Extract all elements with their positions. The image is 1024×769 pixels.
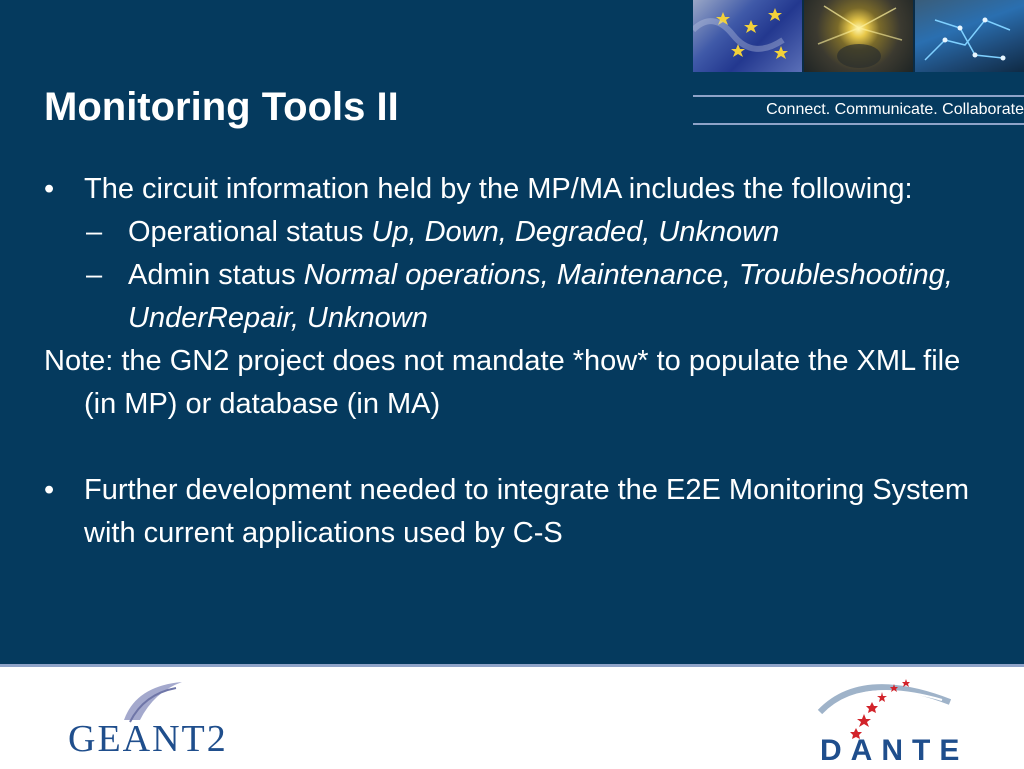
note-text: Note: the GN2 project does not mandate *how* to populate the XML file (in MP) or database (in MA) xyxy=(44,345,961,420)
dante-logo-text: DANTE xyxy=(820,734,969,764)
geant2-logo-text: GEANT2 xyxy=(68,718,228,760)
light-bulb-photo xyxy=(804,0,913,72)
dante-logo xyxy=(812,670,972,764)
bullet-text: Further development needed to integrate the E2E Monitoring System with current applications used by C-S xyxy=(84,474,970,549)
bullet-item xyxy=(44,469,984,555)
eu-flag-photo xyxy=(693,0,802,72)
slide-title: Monitoring Tools II xyxy=(44,85,399,129)
footer-divider xyxy=(0,664,1024,667)
bullet-marker: • xyxy=(44,173,55,205)
geant2-logo xyxy=(66,678,256,760)
sub-bullet-value: Normal operations, Maintenance, Troubleshooting, UnderRepair, Unknown xyxy=(128,259,953,334)
slide-body xyxy=(44,168,984,555)
bullet-marker: • xyxy=(44,474,55,506)
sub-bullet-item xyxy=(44,254,984,340)
sub-bullet-label: Admin status xyxy=(128,259,304,291)
sub-bullet-label: Operational status xyxy=(128,216,372,248)
bullet-item xyxy=(44,168,984,211)
bullet-text: The circuit information held by the MP/MA includes the following: xyxy=(84,173,913,205)
header-photo-strip xyxy=(693,0,1024,72)
sub-bullet-marker: – xyxy=(86,259,103,291)
sub-bullet-marker: – xyxy=(86,216,103,248)
sub-bullet-value: Up, Down, Degraded, Unknown xyxy=(371,216,780,248)
network-map-photo xyxy=(915,0,1024,72)
sub-bullet-item xyxy=(44,211,984,254)
spacer xyxy=(44,426,984,469)
tagline: Connect. Communicate. Collaborate xyxy=(693,95,1024,125)
